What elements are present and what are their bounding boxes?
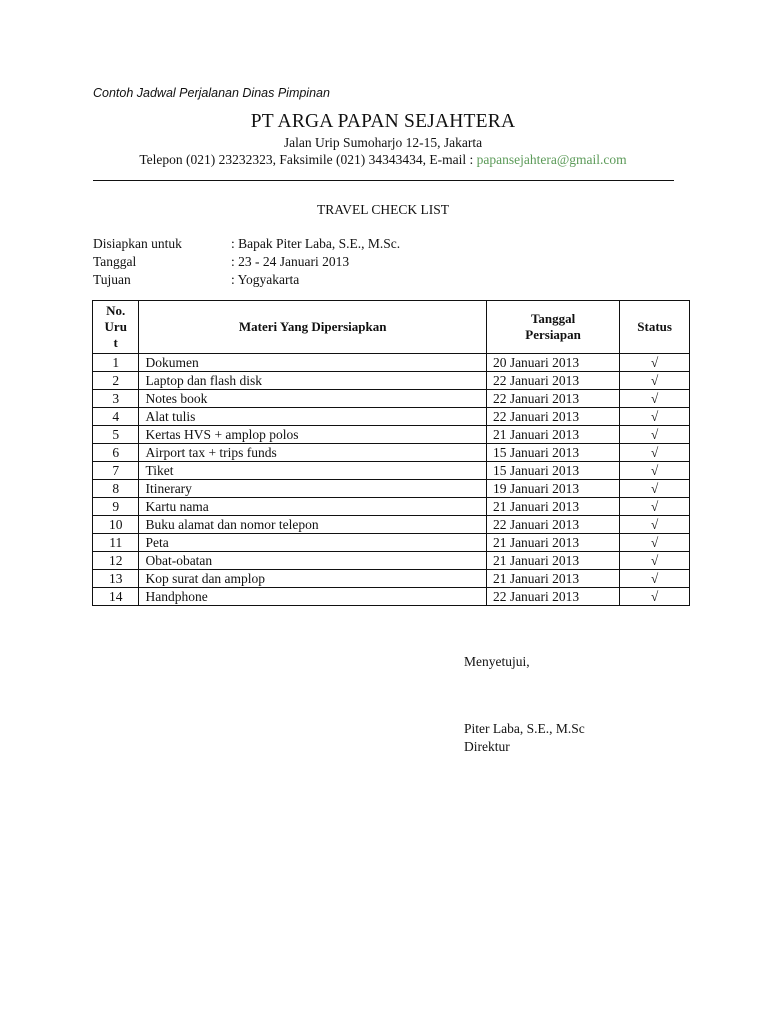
row-materi: Buku alamat dan nomor telepon	[139, 516, 486, 534]
row-status-check: √	[620, 408, 690, 426]
row-no: 6	[93, 444, 139, 462]
table-row	[93, 354, 690, 372]
row-materi: Laptop dan flash disk	[139, 372, 486, 390]
row-tanggal: 15 Januari 2013	[486, 462, 619, 480]
row-no: 1	[93, 354, 139, 372]
row-status-check: √	[620, 480, 690, 498]
row-status-check: √	[620, 372, 690, 390]
row-tanggal: 22 Januari 2013	[486, 372, 619, 390]
info-row-prepared-for	[93, 235, 400, 253]
row-tanggal: 21 Januari 2013	[486, 426, 619, 444]
row-status-check: √	[620, 534, 690, 552]
info-label: Tujuan	[93, 272, 131, 287]
table-row	[93, 534, 690, 552]
row-tanggal: 21 Januari 2013	[486, 534, 619, 552]
row-tanggal: 21 Januari 2013	[486, 498, 619, 516]
row-status-check: √	[620, 390, 690, 408]
row-no: 5	[93, 426, 139, 444]
table-row	[93, 498, 690, 516]
row-materi: Obat-obatan	[139, 552, 486, 570]
row-status-check: √	[620, 552, 690, 570]
row-materi: Kartu nama	[139, 498, 486, 516]
row-tanggal: 21 Januari 2013	[486, 570, 619, 588]
row-materi: Handphone	[139, 588, 486, 606]
row-status-check: √	[620, 426, 690, 444]
row-no: 13	[93, 570, 139, 588]
row-tanggal: 22 Januari 2013	[486, 408, 619, 426]
row-status-check: √	[620, 444, 690, 462]
company-name: PT ARGA PAPAN SEJAHTERA	[250, 111, 516, 132]
row-materi: Kertas HVS + amplop polos	[139, 426, 486, 444]
table-row	[93, 408, 690, 426]
info-row-destination	[93, 271, 400, 289]
row-tanggal: 22 Januari 2013	[486, 390, 619, 408]
row-tanggal: 20 Januari 2013	[486, 354, 619, 372]
row-no: 9	[93, 498, 139, 516]
row-no: 3	[93, 390, 139, 408]
row-tanggal: 15 Januari 2013	[486, 444, 619, 462]
header-tanggal: Tanggal Persiapan	[486, 301, 619, 354]
row-status-check: √	[620, 354, 690, 372]
row-status-check: √	[620, 498, 690, 516]
row-materi: Dokumen	[139, 354, 486, 372]
info-value: : Bapak Piter Laba, S.E., M.Sc.	[231, 236, 401, 251]
row-tanggal: 22 Januari 2013	[486, 588, 619, 606]
row-tanggal: 21 Januari 2013	[486, 552, 619, 570]
table-row	[93, 552, 690, 570]
row-materi: Notes book	[139, 390, 486, 408]
company-contact	[93, 152, 673, 168]
info-value: : Yogyakarta	[231, 272, 300, 287]
table-row	[93, 570, 690, 588]
row-materi: Tiket	[139, 462, 486, 480]
email-text: papansejahtera@gmail.com	[476, 152, 627, 167]
row-status-check: √	[620, 570, 690, 588]
row-no: 2	[93, 372, 139, 390]
info-value: : 23 - 24 Januari 2013	[231, 254, 350, 269]
signer-block	[464, 720, 585, 756]
table-row	[93, 462, 690, 480]
row-materi: Kop surat dan amplop	[139, 570, 486, 588]
info-label: Tanggal	[93, 254, 137, 269]
document-title: TRAVEL CHECK LIST	[316, 202, 449, 217]
row-materi: Itinerary	[139, 480, 486, 498]
header-no: No. Uru t	[93, 301, 139, 354]
header-materi: Materi Yang Dipersiapkan	[139, 301, 486, 354]
row-no: 7	[93, 462, 139, 480]
row-materi: Alat tulis	[139, 408, 486, 426]
company-address: Jalan Urip Sumoharjo 12-15, Jakarta	[283, 135, 483, 150]
row-status-check: √	[620, 462, 690, 480]
table-header-row	[93, 301, 690, 354]
table-row	[93, 390, 690, 408]
row-tanggal: 22 Januari 2013	[486, 516, 619, 534]
document-caption: Contoh Jadwal Perjalanan Dinas Pimpinan	[93, 86, 330, 100]
row-no: 10	[93, 516, 139, 534]
contact-text: Telepon (021) 23232323, Faksimile (021) 34343434, E-mail :	[139, 152, 477, 167]
row-no: 4	[93, 408, 139, 426]
table-row	[93, 516, 690, 534]
checklist-table	[92, 300, 690, 606]
info-block	[93, 235, 400, 289]
row-status-check: √	[620, 516, 690, 534]
row-materi: Peta	[139, 534, 486, 552]
approval-label: Menyetujui,	[464, 654, 530, 669]
row-no: 14	[93, 588, 139, 606]
table-row	[93, 426, 690, 444]
signer-name: Piter Laba, S.E., M.Sc	[464, 721, 585, 736]
info-label: Disiapkan untuk	[93, 236, 182, 251]
table-row	[93, 480, 690, 498]
row-no: 12	[93, 552, 139, 570]
header-status: Status	[620, 301, 690, 354]
row-tanggal: 19 Januari 2013	[486, 480, 619, 498]
row-no: 8	[93, 480, 139, 498]
table-row	[93, 588, 690, 606]
row-materi: Airport tax + trips funds	[139, 444, 486, 462]
table-row	[93, 444, 690, 462]
header-divider	[93, 180, 674, 181]
table-row	[93, 372, 690, 390]
info-row-date	[93, 253, 400, 271]
signer-position: Direktur	[464, 739, 510, 754]
row-no: 11	[93, 534, 139, 552]
row-status-check: √	[620, 588, 690, 606]
